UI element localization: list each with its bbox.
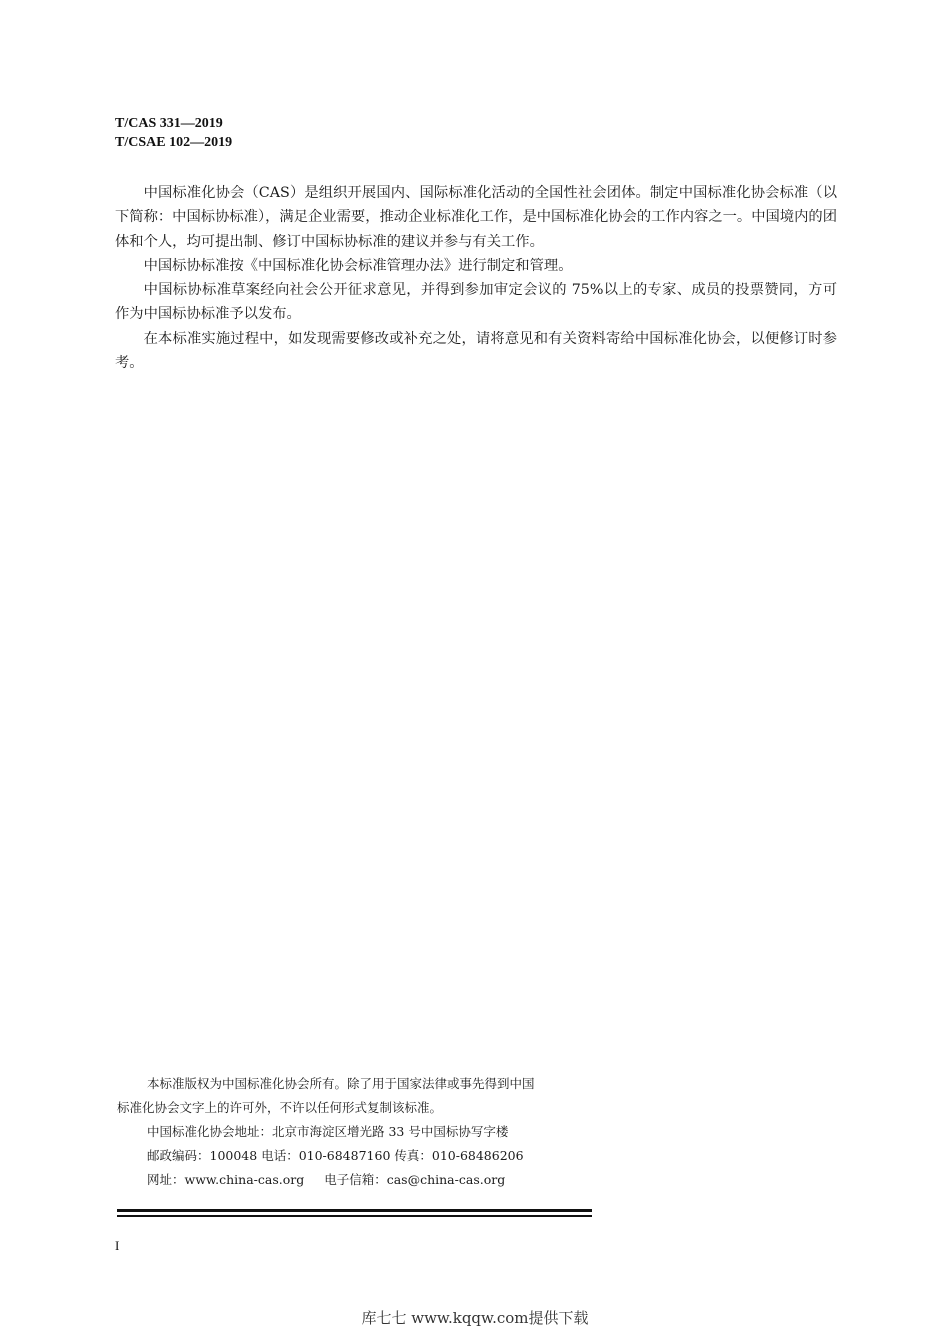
paragraph-management: 中国标协标准按《中国标准化协会标准管理办法》进行制定和管理。	[143, 257, 573, 274]
standard-code-csae: T/CSAE 102—2019	[115, 135, 233, 150]
standard-code-cas: T/CAS 331—2019	[115, 116, 223, 131]
footer-rule-thick	[117, 1209, 592, 1212]
copyright-line-1: 本标准版权为中国标准化协会所有。除了用于国家法律或事先得到中国	[147, 1076, 535, 1091]
document-header	[115, 114, 232, 152]
download-watermark: 库七七 www.kqqw.com提供下载	[361, 1309, 589, 1327]
copyright-notice	[117, 1072, 597, 1192]
website-text: 网址：www.china-cas.org	[147, 1172, 305, 1187]
web-email-line	[117, 1168, 597, 1192]
paragraph-approval: 中国标协标准草案经向社会公开征求意见，并得到参加审定会议的 75%以上的专家、成员的投票赞同，方可作为中国标协标准予以发布。	[115, 282, 837, 323]
email-text: 电子信箱：cas@china-cas.org	[324, 1172, 506, 1187]
footer-rule-thin	[117, 1215, 592, 1217]
copyright-line-2: 标准化协会文字上的许可外，不许以任何形式复制该标准。	[117, 1100, 443, 1115]
paragraph-intro: 中国标准化协会（CAS）是组织开展国内、国际标准化活动的全国性社会团体。制定中国标准化协会标准（以下简称：中国标协标准），满足企业需要，推动企业标准化工作，是中国标准化协会的工作内容之一。中国境内的团体和个人，均可提出制、修订中国标协标准的建议并参与有关工作。	[115, 185, 837, 250]
address-line: 中国标准化协会地址：北京市海淀区增光路 33 号中国标协写字楼	[147, 1124, 509, 1139]
paragraph-feedback: 在本标准实施过程中，如发现需要修改或补充之处，请将意见和有关资料寄给中国标准化协会，以便修订时参考。	[115, 330, 837, 372]
page-number: I	[115, 1238, 120, 1253]
foreword-body	[115, 181, 837, 375]
contact-line: 邮政编码：100048 电话：010-68487160 传真：010-68486206	[147, 1148, 524, 1163]
